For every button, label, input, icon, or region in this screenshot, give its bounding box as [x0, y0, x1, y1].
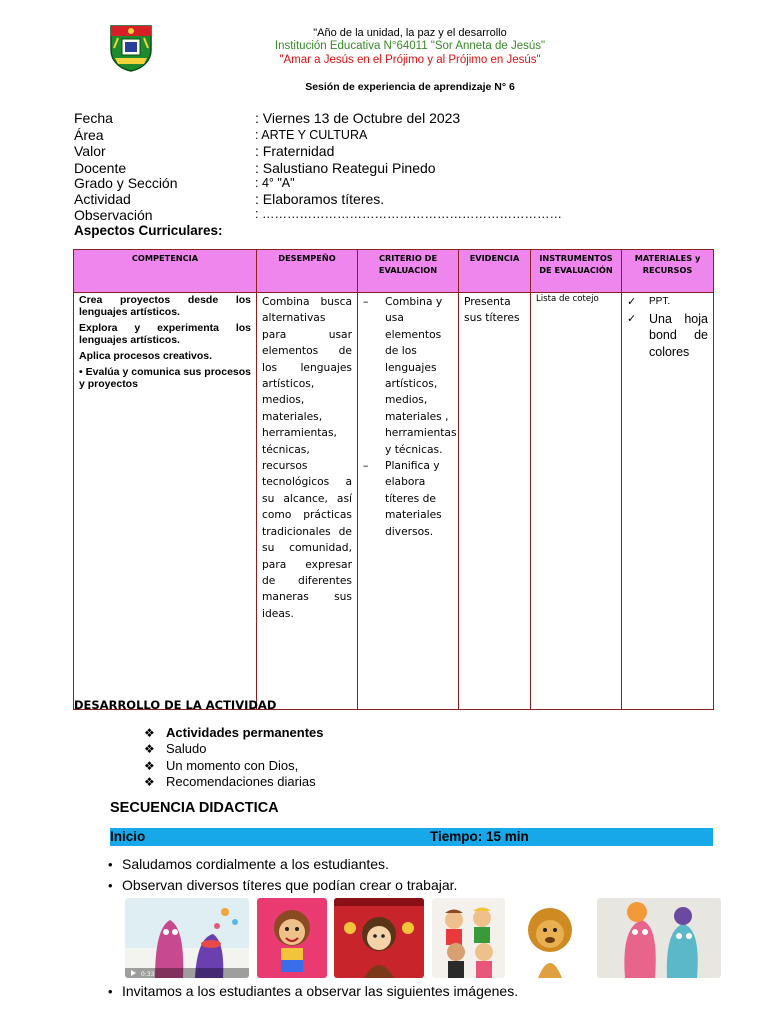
- school-crest-logo: [108, 24, 154, 72]
- info-value-fecha: : Viernes 13 de Octubre del 2023: [255, 110, 461, 126]
- info-value-area: : ARTE Y CULTURA: [255, 128, 368, 142]
- info-value-observacion: : ………………………………………………………………: [255, 207, 562, 221]
- puppet-image: [432, 898, 505, 978]
- criterio-text: Combina y usa elementos de los lenguajes artísticos, medios, materiales , herramientas y técnicas.: [385, 295, 457, 456]
- check-icon: ✓: [627, 295, 637, 308]
- cell-criterio: [358, 293, 459, 710]
- competencia-item: • Evalúa y comunica sus procesos y proyectos: [79, 366, 251, 390]
- session-title: Sesión de experiencia de aprendizaje N° 6: [305, 81, 515, 93]
- institution-name: Institución Educativa N°64011 "Sor Anneta de Jesús": [274, 40, 546, 52]
- info-label-grado: Grado y Sección: [74, 175, 178, 191]
- list-item-text: Saludamos cordialmente a los estudiantes.: [122, 856, 389, 872]
- puppet-video-thumbnail[interactable]: [125, 898, 249, 978]
- video-time: 0:33: [141, 971, 155, 978]
- info-label-actividad: Actividad: [74, 191, 131, 207]
- criterio-text: Planifica y elabora títeres de materiales diversos.: [385, 459, 442, 538]
- curriculum-table: [73, 249, 714, 710]
- table-row: [74, 293, 714, 710]
- material-text: PPT.: [649, 296, 671, 307]
- table-header-row: [74, 250, 714, 293]
- list-item-text: Actividades permanentes: [166, 725, 324, 740]
- info-value-grado: : 4° "A": [255, 176, 295, 190]
- diamond-bullet-icon: ❖: [144, 775, 155, 789]
- dash-bullet: –: [363, 295, 369, 308]
- puppet-image-3: [334, 898, 424, 978]
- list-item: [144, 741, 206, 756]
- info-label-fecha: Fecha: [74, 110, 113, 126]
- check-icon: ✓: [627, 311, 637, 325]
- info-label-area: Área: [74, 127, 104, 143]
- list-item-text: Invitamos a los estudiantes a observar las siguientes imágenes.: [122, 983, 519, 999]
- list-item-text: Recomendaciones diarias: [166, 774, 316, 789]
- list-item-text: Observan diversos títeres que podían crear o trabajar.: [122, 877, 458, 893]
- header-materiales: MATERIALES y RECURSOS: [622, 250, 714, 293]
- material-item: [627, 294, 708, 311]
- phase-bar: [110, 828, 713, 846]
- diamond-bullet-icon: ❖: [144, 742, 155, 756]
- bullet-icon: •: [108, 984, 113, 999]
- diamond-bullet-icon: ❖: [144, 726, 155, 740]
- competencia-item: Crea proyectos desde los lenguajes artísticos.: [79, 294, 251, 318]
- list-item: [144, 774, 316, 789]
- list-item: [144, 758, 298, 773]
- list-item: [108, 877, 457, 893]
- info-value-docente: : Salustiano Reategui Pinedo: [255, 160, 436, 176]
- list-item: [108, 856, 389, 872]
- list-item-text: Un momento con Dios,: [166, 758, 299, 773]
- development-title: DESARROLLO DE LA ACTIVIDAD: [74, 698, 277, 712]
- bullet-icon: •: [108, 857, 113, 872]
- list-item: [108, 983, 518, 999]
- info-label-observacion: Observación: [74, 207, 153, 223]
- info-value-valor: : Fraternidad: [255, 143, 335, 159]
- list-item-text: Saludo: [166, 741, 207, 756]
- puppet-image: [257, 898, 327, 978]
- puppet-image-6: [597, 898, 721, 978]
- cell-evidencia: Presenta sus títeres: [459, 293, 531, 710]
- header-competencia: COMPETENCIA: [74, 250, 257, 293]
- criterio-item: [363, 294, 457, 458]
- puppet-image: [512, 898, 588, 978]
- header-desempeno: DESEMPEÑO: [257, 250, 358, 293]
- cell-desempeno: Combina busca alternativas para usar elementos de los lenguajes artísticos, medios, materiales, herramientas, técnicas, recursos tecnológicos a su alcance, así como prácticas tradicionales de su comunidad, para expresar de diferentes maneras sus ideas.: [257, 293, 358, 710]
- list-item: [144, 725, 324, 740]
- criterio-item: [363, 458, 453, 540]
- phase-label: Inicio: [110, 829, 146, 844]
- diamond-bullet-icon: ❖: [144, 759, 155, 773]
- sequence-title: SECUENCIA DIDACTICA: [110, 800, 279, 816]
- cell-materiales: [622, 293, 714, 710]
- info-label-docente: Docente: [74, 160, 127, 176]
- cell-instrumento: Lista de cotejo: [531, 293, 622, 710]
- header-evidencia: EVIDENCIA: [459, 250, 531, 293]
- puppet-image-5: [512, 898, 588, 978]
- material-text: Una hoja bond de colores: [649, 311, 708, 359]
- cell-competencia: [74, 293, 257, 710]
- puppet-image-1: [125, 898, 249, 978]
- aspects-title: Aspectos Curriculares:: [74, 223, 223, 238]
- phase-time: Tiempo: 15 min: [430, 829, 529, 844]
- competencia-item: Aplica procesos creativos.: [79, 350, 213, 362]
- dash-bullet: –: [363, 459, 369, 473]
- competencia-item: Explora y experimenta los lenguajes artísticos.: [79, 322, 251, 346]
- year-motto: "Año de la unidad, la paz y el desarrollo: [313, 27, 507, 39]
- puppet-image-2: [257, 898, 327, 978]
- material-item: [627, 311, 708, 361]
- header-criterio: CRITERIO DE EVALUACION: [358, 250, 459, 293]
- puppet-image-4: [432, 898, 505, 978]
- bullet-icon: •: [108, 878, 113, 893]
- institution-motto: "Amar a Jesús en el Prójimo y al Prójimo en Jesús": [279, 54, 541, 66]
- info-value-actividad: : Elaboramos títeres.: [255, 191, 385, 207]
- puppet-image: [597, 898, 721, 978]
- puppet-image: [334, 898, 424, 978]
- header-instrumentos: INSTRUMENTOS DE EVALUACIÓN: [531, 250, 622, 293]
- info-label-valor: Valor: [74, 143, 106, 159]
